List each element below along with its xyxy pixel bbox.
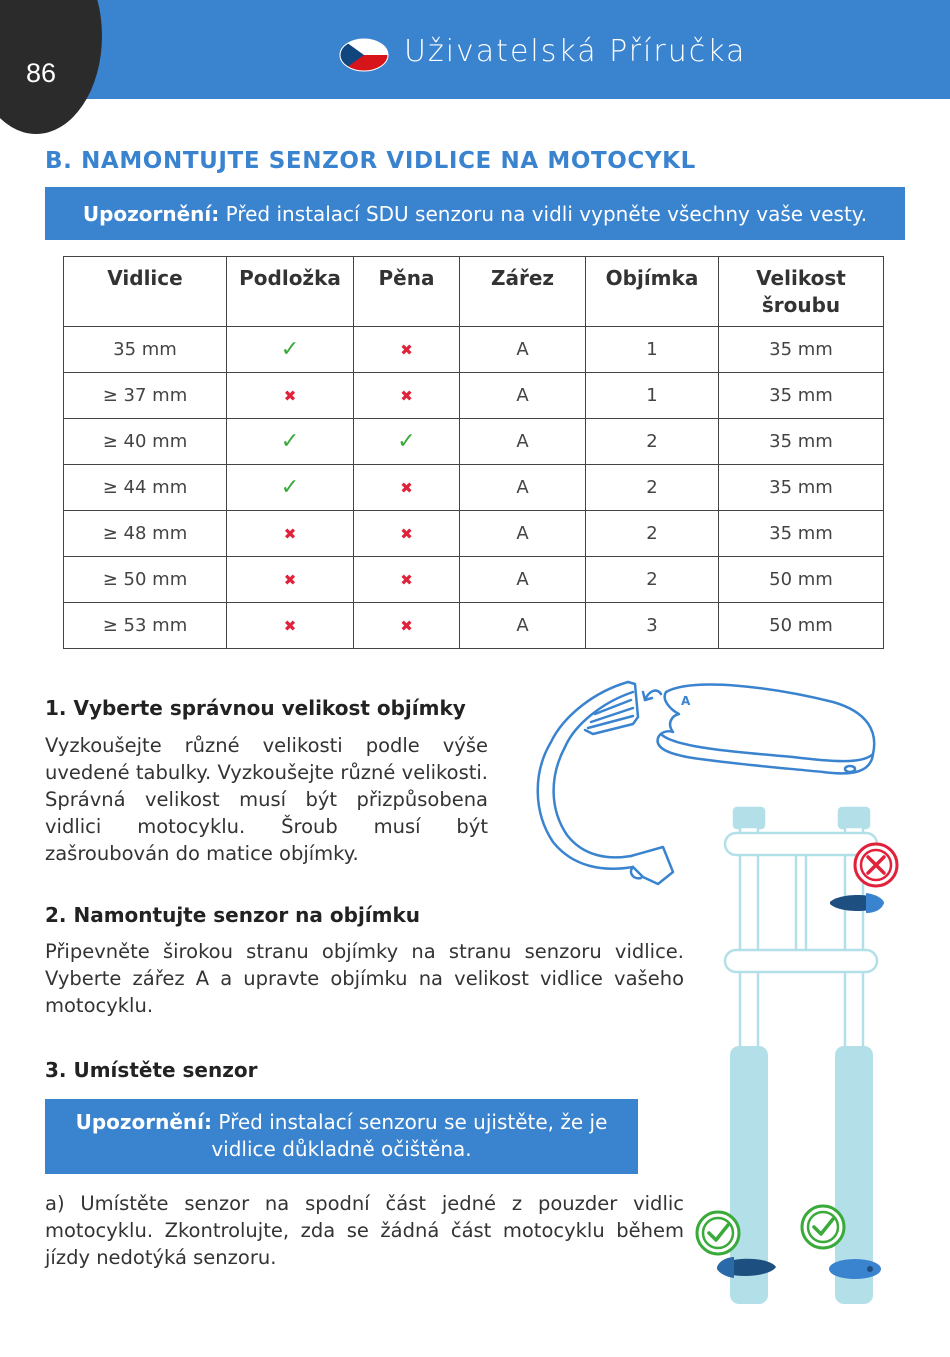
page-number: 86 (26, 58, 57, 88)
cell-value: ≥ 37 mm (102, 385, 188, 406)
cell-value: 35 mm (113, 339, 177, 360)
notch-label: A (681, 694, 691, 708)
cell-value: 2 (646, 431, 658, 452)
table-cell (719, 603, 884, 649)
step2-title: 2. Namontujte senzor na objímku (45, 903, 421, 927)
cell-value: A (516, 431, 529, 452)
check-icon: ✓ (397, 429, 416, 454)
table-row (64, 419, 884, 465)
column-header: Objímka (586, 257, 719, 327)
status-cell (354, 465, 460, 511)
cross-icon: ✖ (283, 617, 297, 635)
cell-value: 3 (646, 615, 658, 636)
cross-icon: ✖ (400, 341, 413, 359)
section-title: B. NAMONTUJTE SENZOR VIDLICE NA MOTOCYKL (45, 148, 696, 174)
cross-icon: ✖ (400, 387, 413, 405)
column-header: Vidlice (64, 257, 227, 327)
table-cell (719, 327, 884, 373)
warning-banner (45, 187, 905, 240)
header-title: Uživatelská Příručka (404, 34, 747, 69)
table-cell (64, 557, 227, 603)
table-cell (586, 603, 719, 649)
cell-value: A (516, 569, 529, 590)
warning-box (45, 1099, 638, 1174)
table-cell (460, 465, 586, 511)
status-cell (227, 603, 354, 649)
table-row (64, 603, 884, 649)
step1-text: Vyzkoušejte různé velikosti podle výše uvedené tabulky. Vyzkoušejte různé velikosti. Správná velikost musí být přizpůsobena vidlici motocyklu. Šroub musí být zašroubován do matice objímky. (45, 734, 488, 865)
cross-icon: ✖ (400, 617, 413, 635)
cell-value: 50 mm (769, 615, 833, 636)
cross-icon: ✖ (400, 571, 413, 589)
status-cell (227, 465, 354, 511)
step1-title: 1. Vyberte správnou velikost objímky (45, 696, 466, 720)
cell-value: ≥ 44 mm (102, 477, 188, 498)
table-row (64, 465, 884, 511)
column-header: Zářez (460, 257, 586, 327)
column-header-line: šroubu (761, 293, 841, 317)
step3-text: a) Umístěte senzor na spodní část jedné z pouzder vidlic motocyklu. Zkontrolujte, zda se žádná část motocyklu během jízdy nedotýká senzoru. (45, 1192, 684, 1269)
cross-icon: ✖ (400, 479, 413, 497)
status-cell (354, 511, 460, 557)
warning-text-line2: vidlice důkladně očištěna. (211, 1137, 472, 1161)
check-icon: ✓ (280, 475, 300, 500)
status-cell (354, 373, 460, 419)
status-cell (227, 511, 354, 557)
cell-value: 1 (646, 339, 658, 360)
warning-text-line1: Před instalací senzoru se ujistěte, že je (212, 1110, 608, 1134)
status-cell (227, 557, 354, 603)
table-cell (64, 419, 227, 465)
fork-size-table (63, 256, 884, 649)
cell-value: 2 (646, 569, 658, 590)
table-row (64, 511, 884, 557)
table-cell (719, 373, 884, 419)
table-cell (586, 327, 719, 373)
status-cell (227, 327, 354, 373)
status-cell (354, 327, 460, 373)
cell-value: 35 mm (769, 477, 833, 498)
cell-value: A (516, 477, 529, 498)
cell-value: ≥ 40 mm (102, 431, 188, 452)
column-header: Podložka (227, 257, 354, 327)
table-cell (64, 465, 227, 511)
cell-value: 2 (646, 477, 658, 498)
warning-label: Upozornění: (82, 201, 220, 226)
table-cell (460, 557, 586, 603)
cell-value: A (516, 385, 529, 406)
status-cell (354, 557, 460, 603)
status-cell (227, 373, 354, 419)
cell-value: 1 (646, 385, 658, 406)
cell-value: ≥ 50 mm (102, 569, 188, 590)
table-cell (586, 511, 719, 557)
cross-icon: ✖ (283, 571, 297, 589)
cross-icon: ✖ (400, 525, 413, 543)
cross-icon: ✖ (283, 387, 297, 405)
table-cell (719, 465, 884, 511)
table-header-row (64, 257, 884, 327)
table-cell (586, 373, 719, 419)
check-icon: ✓ (280, 429, 300, 454)
table-cell (64, 511, 227, 557)
table-cell (460, 419, 586, 465)
status-cell (354, 419, 460, 465)
column-header-line: Velikost (756, 266, 846, 290)
table-row (64, 557, 884, 603)
table-cell (460, 327, 586, 373)
cell-value: 35 mm (769, 431, 833, 452)
check-icon: ✓ (280, 337, 300, 362)
cell-value: 2 (646, 523, 658, 544)
cell-value: A (516, 523, 529, 544)
step3-title: 3. Umístěte senzor (45, 1058, 258, 1082)
table-cell (586, 465, 719, 511)
table-cell (64, 373, 227, 419)
warning-text: Před instalací SDU senzoru na vidli vypněte všechny vaše vesty. (219, 201, 868, 226)
cell-value: ≥ 48 mm (102, 523, 188, 544)
cell-value: A (516, 339, 529, 360)
table-cell (719, 557, 884, 603)
czech-flag-icon (339, 37, 389, 73)
table-cell (460, 373, 586, 419)
table-cell (64, 603, 227, 649)
cross-icon: ✖ (283, 525, 297, 543)
step2-text: Připevněte širokou stranu objímky na stranu senzoru vidlice. Vyberte zářez A a upravte objímku na velikost vidlice vašeho motocyklu. (45, 940, 684, 1017)
table-cell (64, 327, 227, 373)
table-cell (719, 511, 884, 557)
column-header (719, 257, 884, 327)
table-cell (586, 557, 719, 603)
cell-value: 35 mm (769, 523, 833, 544)
table-row (64, 373, 884, 419)
table-cell (460, 511, 586, 557)
column-header: Pěna (354, 257, 460, 327)
table-cell (586, 419, 719, 465)
status-cell (227, 419, 354, 465)
cell-value: 50 mm (769, 569, 833, 590)
table-cell (460, 603, 586, 649)
cell-value: ≥ 53 mm (102, 615, 188, 636)
fork-illustration (690, 805, 920, 1310)
cell-value: 35 mm (769, 339, 833, 360)
cell-value: A (516, 615, 529, 636)
cell-value: 35 mm (769, 385, 833, 406)
table-cell (719, 419, 884, 465)
status-cell (354, 603, 460, 649)
table-row (64, 327, 884, 373)
warning-label: Upozornění: (75, 1110, 213, 1134)
